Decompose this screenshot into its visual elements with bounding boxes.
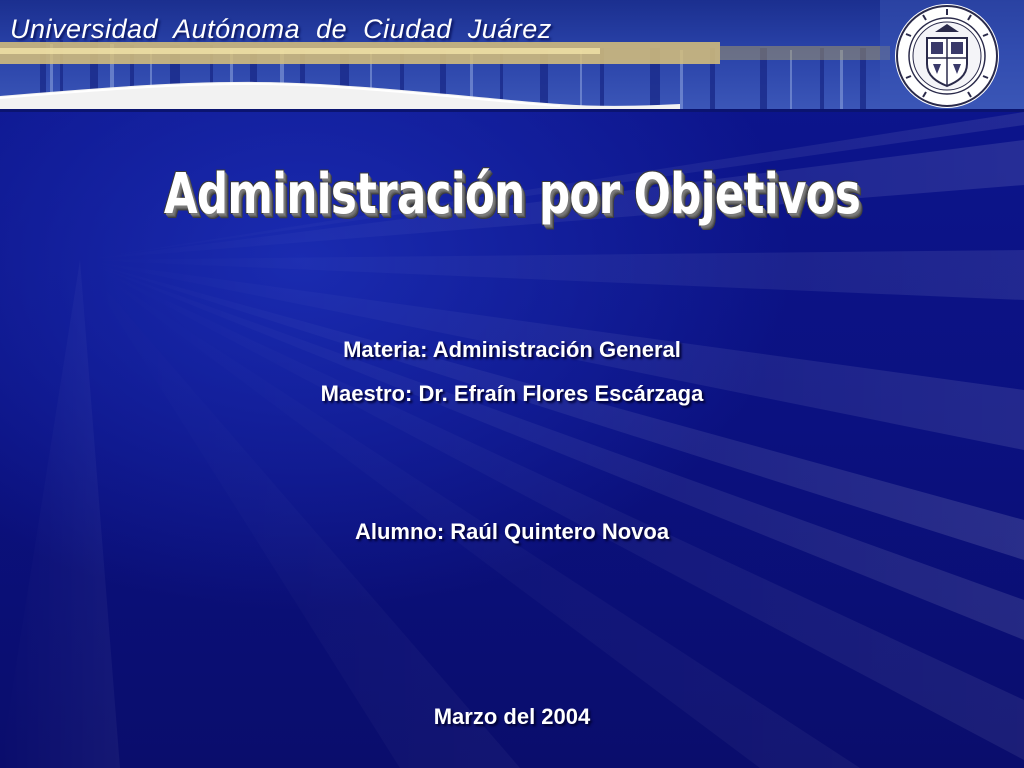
subject-line: Materia: Administración General [343,337,681,362]
header-banner [0,0,1024,112]
university-seal-icon [893,2,1001,110]
teacher-line: Maestro: Dr. Efraín Flores Escárzaga [320,381,704,406]
date-line: Marzo del 2004 [433,704,591,729]
student-line: Alumno: Raúl Quintero Novoa [354,519,670,544]
slide-title: Administración por Objetivos [163,162,861,227]
university-name: Universidad Autónoma de Ciudad Juárez [10,14,552,44]
